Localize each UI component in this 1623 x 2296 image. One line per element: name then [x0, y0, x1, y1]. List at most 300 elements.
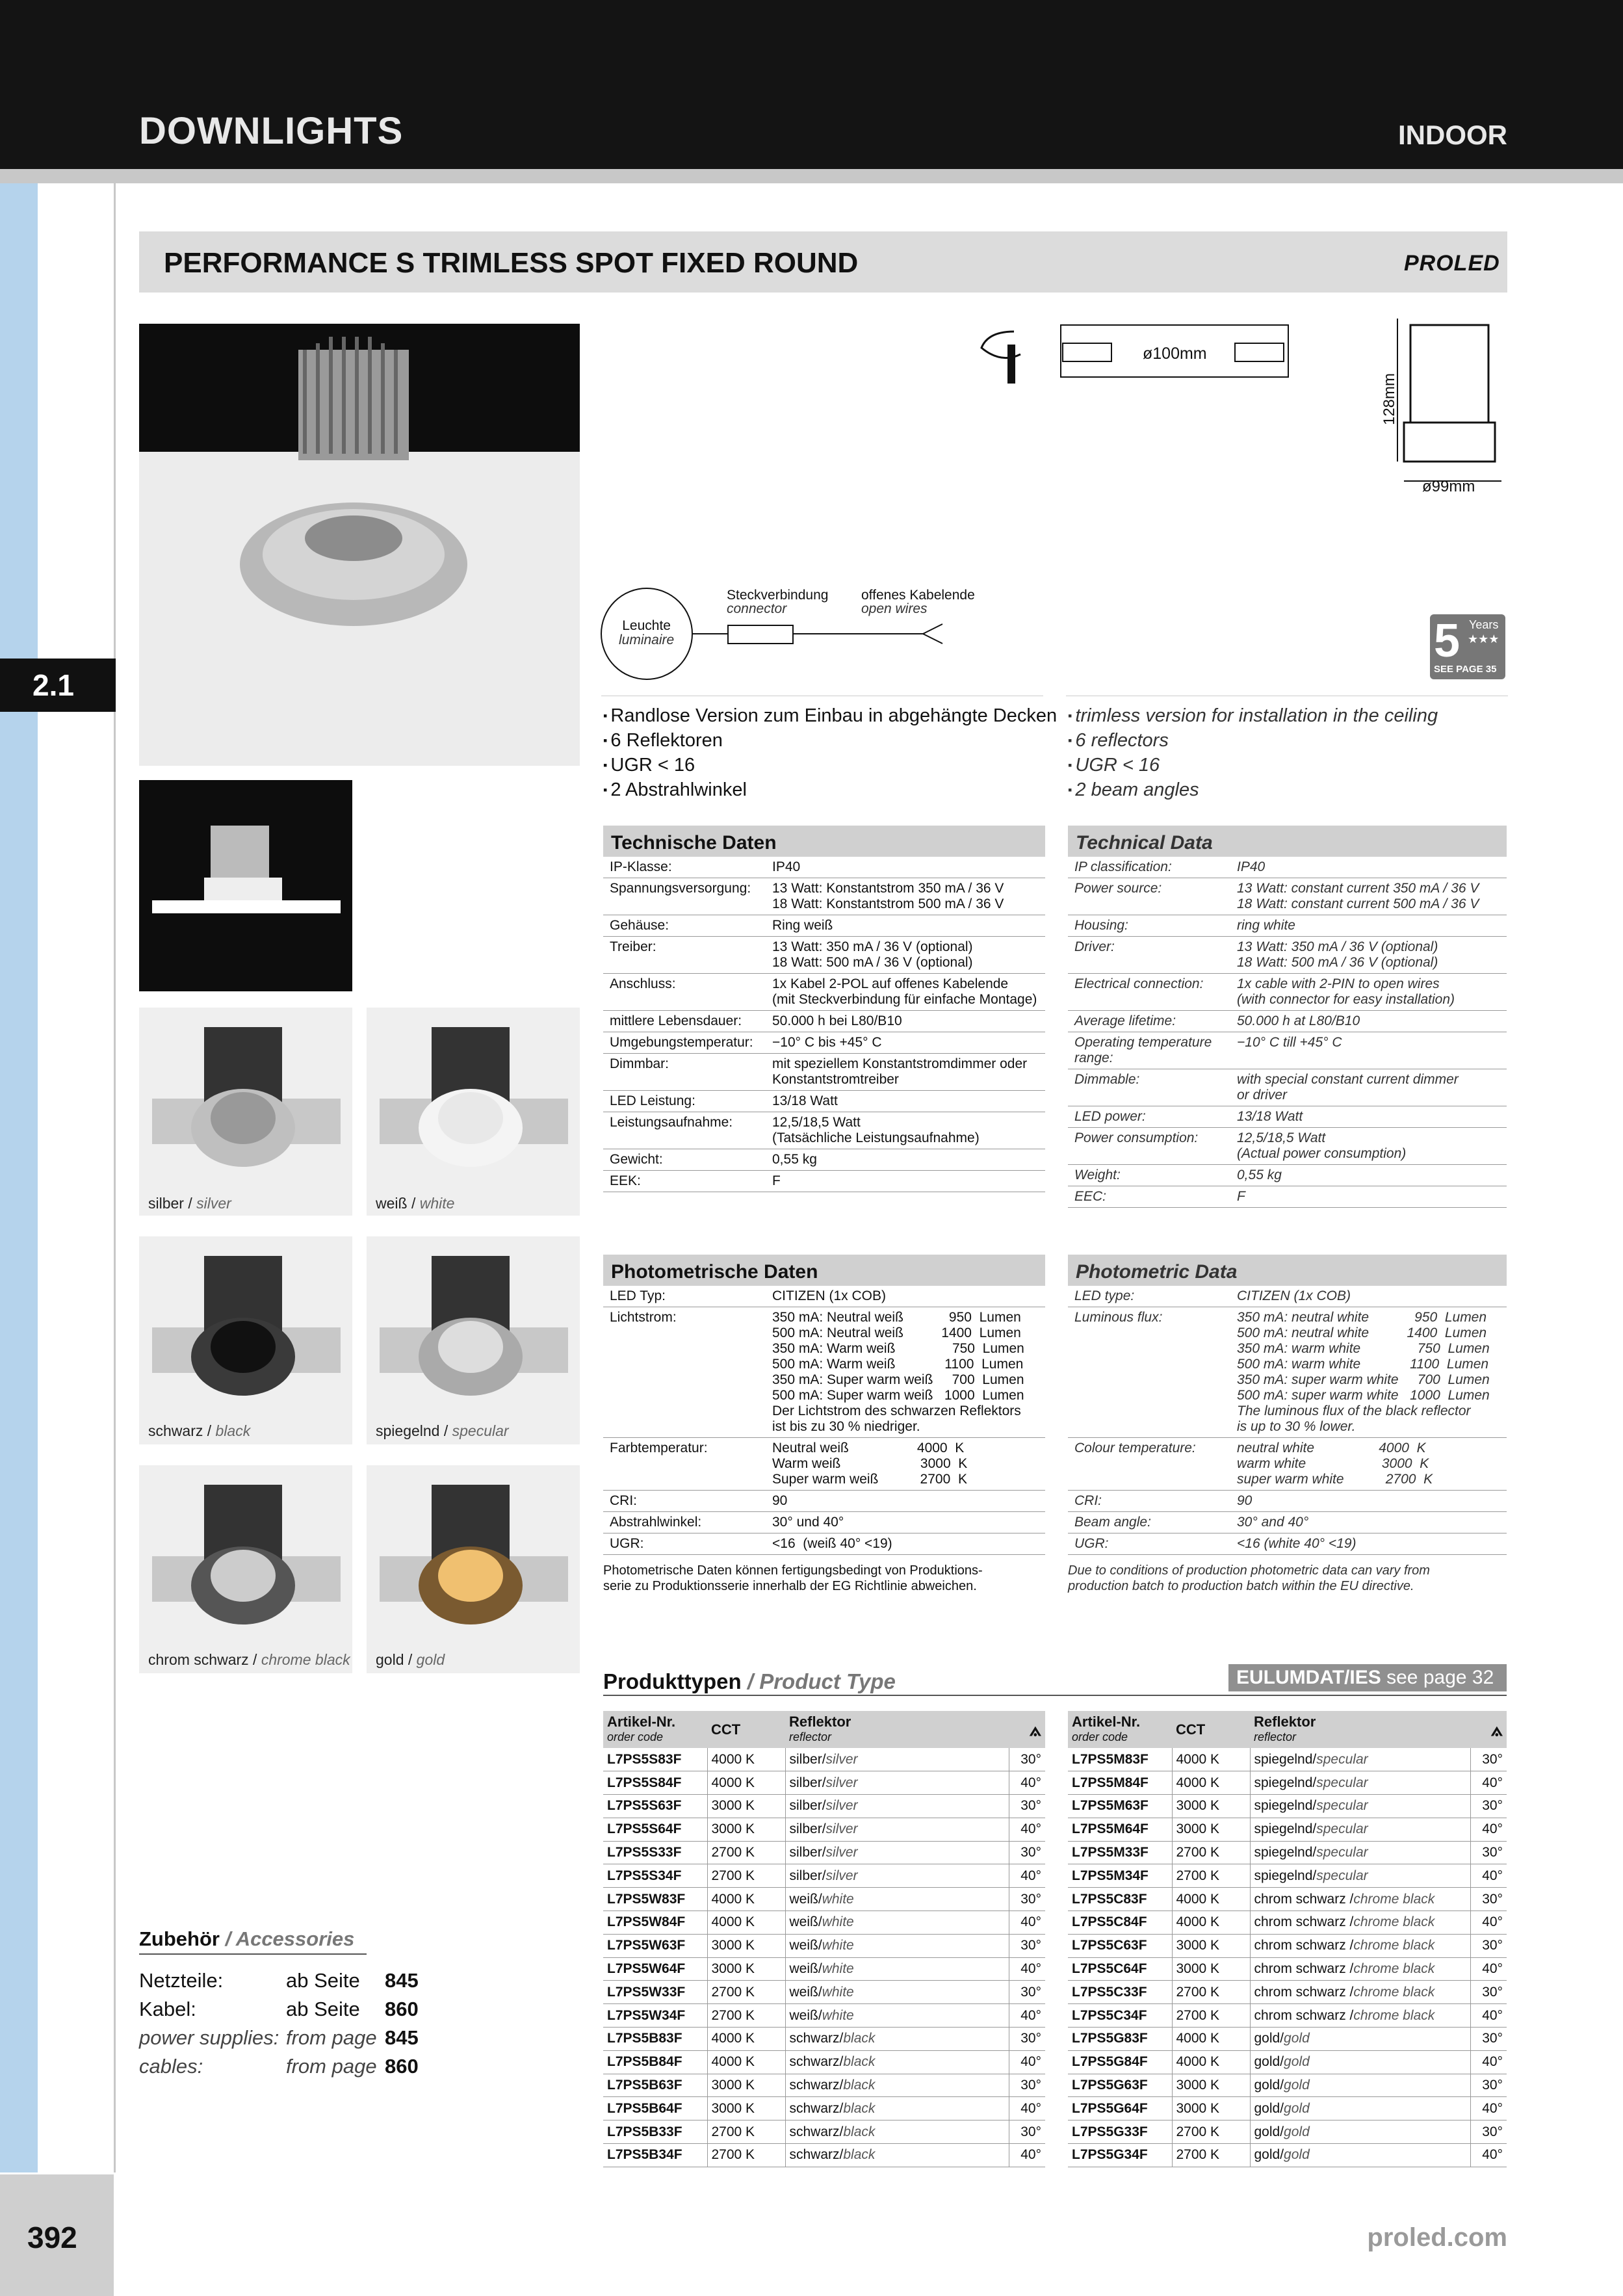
row-value: 90: [772, 1493, 788, 1508]
row-key: Farbtemperatur:: [610, 1441, 708, 1455]
product-row[interactable]: [603, 2144, 1045, 2167]
reflector: silber/silver: [785, 1795, 1009, 1818]
cct: 2700 K: [707, 2144, 785, 2167]
beam-angle: 40°: [1009, 2097, 1045, 2120]
data-row: [603, 1032, 1045, 1054]
cct: 4000 K: [1172, 1888, 1250, 1911]
row-key: Electrical connection:: [1074, 976, 1204, 991]
beam-angle: 40°: [1009, 1911, 1045, 1935]
accessory-page[interactable]: 845: [385, 2026, 419, 2049]
reflector: gold/gold: [1250, 2144, 1470, 2167]
product-row[interactable]: [603, 1818, 1045, 1841]
row-key: CRI:: [1074, 1493, 1102, 1508]
row-value: ring white: [1237, 918, 1295, 933]
row-value: 50.000 h at L80/B10: [1237, 1013, 1360, 1028]
order-code[interactable]: L7PS5W33F: [603, 1981, 707, 2004]
product-row[interactable]: [1068, 2097, 1507, 2120]
reflector: spiegelnd/specular: [1250, 1841, 1470, 1864]
row-value: with special constant current dimmer or driver: [1237, 1072, 1459, 1102]
row-key: Housing:: [1074, 918, 1128, 933]
order-code[interactable]: L7PS5M83F: [1068, 1748, 1172, 1771]
beam-angle: 30°: [1009, 2028, 1045, 2051]
finish-specular-photo[interactable]: [367, 1236, 580, 1444]
data-row: [603, 1491, 1045, 1512]
row-key: Anschluss:: [610, 976, 676, 991]
product-row[interactable]: [603, 2097, 1045, 2120]
product-row[interactable]: [603, 1934, 1045, 1957]
beam-angle: 30°: [1009, 1841, 1045, 1864]
data-row: [1068, 1307, 1507, 1438]
row-key: CRI:: [610, 1493, 637, 1508]
reflector: schwarz/black: [785, 2050, 1009, 2074]
finish-chrome-black-photo[interactable]: [139, 1465, 352, 1673]
order-code[interactable]: L7PS5S63F: [603, 1795, 707, 1818]
data-row: [603, 1512, 1045, 1533]
accessory-page-label: ab Seite: [286, 1998, 360, 2020]
beam-angle: 40°: [1470, 2004, 1507, 2028]
reflector: spiegelnd/specular: [1250, 1748, 1470, 1771]
cutout-drawing: [962, 319, 1300, 390]
row-key: LED Leistung:: [610, 1093, 695, 1108]
beam-angle: 30°: [1470, 1748, 1507, 1771]
product-row[interactable]: [603, 2120, 1045, 2144]
accessory-page[interactable]: 845: [385, 1969, 419, 1992]
cct: 3000 K: [707, 1818, 785, 1841]
reflector: chrom schwarz /chrome black: [1250, 1957, 1470, 1981]
product-row[interactable]: [1068, 1864, 1507, 1888]
row-value: neutral white 4000 K warm white 3000 K super warm white 2700 K: [1237, 1441, 1433, 1487]
order-code[interactable]: L7PS5B63F: [603, 2074, 707, 2097]
data-row: [1068, 915, 1507, 937]
reflector: silber/silver: [785, 1771, 1009, 1795]
beam-angle: 30°: [1470, 1841, 1507, 1864]
product-row[interactable]: [1068, 2050, 1507, 2074]
connector-label: Steckverbindung connector: [727, 588, 829, 616]
warranty-number: 5: [1434, 615, 1461, 667]
cct: 4000 K: [1172, 2028, 1250, 2051]
cct: 4000 K: [707, 1911, 785, 1935]
order-code[interactable]: L7PS5B33F: [603, 2120, 707, 2144]
accessory-page-label: ab Seite: [286, 1969, 360, 1992]
beam-angle: 30°: [1470, 2074, 1507, 2097]
product-row[interactable]: [603, 1957, 1045, 1981]
order-code[interactable]: L7PS5W64F: [603, 1957, 707, 1981]
order-code[interactable]: L7PS5W83F: [603, 1888, 707, 1911]
row-key: LED power:: [1074, 1109, 1146, 1124]
row-value: 13 Watt: Konstantstrom 350 mA / 36 V 18 Watt: Konstantstrom 500 mA / 36 V: [772, 881, 1004, 911]
finish-black-photo[interactable]: [139, 1236, 352, 1444]
order-code[interactable]: L7PS5S83F: [603, 1748, 707, 1771]
reflector: silber/silver: [785, 1818, 1009, 1841]
beam-angle: 30°: [1009, 1795, 1045, 1818]
product-row[interactable]: [1068, 1841, 1507, 1864]
finish-silver-photo[interactable]: [139, 1008, 352, 1216]
order-code[interactable]: L7PS5G83F: [1068, 2028, 1172, 2051]
reflector: spiegelnd/specular: [1250, 1818, 1470, 1841]
finish-gold-photo[interactable]: [367, 1465, 580, 1673]
data-row: [1068, 1491, 1507, 1512]
order-code[interactable]: L7PS5G84F: [1068, 2050, 1172, 2074]
order-code[interactable]: L7PS5M33F: [1068, 1841, 1172, 1864]
product-row[interactable]: [1068, 1981, 1507, 2004]
cct: 2700 K: [707, 2004, 785, 2028]
row-key: Gehäuse:: [610, 918, 669, 933]
order-code[interactable]: L7PS5M64F: [1068, 1818, 1172, 1841]
accessory-name: Kabel:: [139, 1998, 196, 2020]
accessory-row[interactable]: [139, 2024, 464, 2052]
order-code[interactable]: L7PS5G64F: [1068, 2097, 1172, 2120]
row-value: 30° and 40°: [1237, 1515, 1309, 1530]
luminaire-label: Leuchte luminaire: [619, 618, 675, 647]
page-number: 392: [27, 2221, 77, 2254]
product-row[interactable]: [1068, 1795, 1507, 1818]
reflector: gold/gold: [1250, 2028, 1470, 2051]
table-title: Photometric Data: [1068, 1255, 1507, 1286]
row-key: Abstrahlwinkel:: [610, 1515, 702, 1530]
reflector: weiß/white: [785, 1888, 1009, 1911]
finish-white-photo[interactable]: [367, 1008, 580, 1216]
data-row: [1068, 1069, 1507, 1106]
table-title: Technical Data: [1068, 826, 1507, 857]
data-row: [603, 1011, 1045, 1032]
order-code[interactable]: L7PS5C33F: [1068, 1981, 1172, 2004]
beam-angle: 30°: [1470, 2028, 1507, 2051]
product-photo-installed: [139, 780, 352, 991]
product-row[interactable]: [1068, 2028, 1507, 2051]
row-value: 1x cable with 2-PIN to open wires (with connector for easy installation): [1237, 976, 1455, 1007]
cct: 2700 K: [1172, 1864, 1250, 1888]
product-row[interactable]: [603, 2074, 1045, 2097]
cutout-dimension: ø100mm: [1143, 345, 1207, 363]
order-code[interactable]: L7PS5B84F: [603, 2050, 707, 2074]
beam-angle: 40°: [1470, 2050, 1507, 2074]
order-code[interactable]: L7PS5W34F: [603, 2004, 707, 2028]
data-row: [603, 1112, 1045, 1149]
cct: 3000 K: [1172, 1934, 1250, 1957]
table-note: Photometrische Daten können fertigungsbedingt von Produktions- serie zu Produktionsserie innerhalb der EG Richtlinie abweichen.: [603, 1563, 983, 1593]
reflector: weiß/white: [785, 1911, 1009, 1935]
order-code[interactable]: L7PS5C84F: [1068, 1911, 1172, 1935]
cct: 4000 K: [707, 2028, 785, 2051]
reflector: chrom schwarz /chrome black: [1250, 2004, 1470, 2028]
product-row[interactable]: [603, 1771, 1045, 1795]
row-key: UGR:: [1074, 1536, 1109, 1551]
product-row[interactable]: [1068, 1748, 1507, 1771]
row-value: Ring weiß: [772, 918, 833, 933]
row-key: Beam angle:: [1074, 1515, 1151, 1530]
table-title: Photometrische Daten: [603, 1255, 1045, 1286]
col-cct: CCT: [1172, 1711, 1250, 1748]
row-key: Umgebungstemperatur:: [610, 1035, 753, 1050]
product-row[interactable]: [603, 2004, 1045, 2028]
product-row[interactable]: [603, 2050, 1045, 2074]
beam-angle: 30°: [1009, 1981, 1045, 2004]
reflector: spiegelnd/specular: [1250, 1795, 1470, 1818]
reflector: schwarz/black: [785, 2144, 1009, 2167]
beam-angle: 40°: [1009, 2050, 1045, 2074]
product-row[interactable]: [603, 1888, 1045, 1911]
product-row[interactable]: [1068, 1818, 1507, 1841]
beam-angle: 30°: [1470, 1795, 1507, 1818]
row-value: F: [772, 1173, 781, 1188]
data-row: [603, 1307, 1045, 1438]
order-code[interactable]: L7PS5C63F: [1068, 1934, 1172, 1957]
product-row[interactable]: [603, 1841, 1045, 1864]
row-value: 350 mA: neutral white 950 Lumen 500 mA: neutral white 1400 Lumen 350 mA: warm white 750 Lumen 500 mA: warm white 1100 Lumen 350 mA: super warm white 700 Lumen 500 mA: super warm white 1000 Lumen The luminous flux of the black reflector is up to 30 % lower.: [1237, 1310, 1490, 1434]
row-key: Spannungsversorgung:: [610, 881, 751, 896]
reflector: gold/gold: [1250, 2050, 1470, 2074]
reflector: silber/silver: [785, 1748, 1009, 1771]
reflector: weiß/white: [785, 1981, 1009, 2004]
reflector: gold/gold: [1250, 2097, 1470, 2120]
data-row: [1068, 1165, 1507, 1186]
row-value: 0,55 kg: [1237, 1168, 1282, 1182]
cct: 2700 K: [707, 1841, 785, 1864]
row-key: Leistungsaufnahme:: [610, 1115, 733, 1130]
product-row[interactable]: [1068, 1911, 1507, 1935]
section-tab[interactable]: 2.1: [0, 659, 116, 712]
accessory-page[interactable]: 860: [385, 2055, 419, 2078]
website-link[interactable]: proled.com: [1367, 2223, 1507, 2252]
order-code[interactable]: L7PS5G33F: [1068, 2120, 1172, 2144]
row-value: F: [1237, 1189, 1245, 1204]
photometric-data-en: [1068, 1255, 1507, 1594]
order-code[interactable]: L7PS5S34F: [603, 1864, 707, 1888]
product-row[interactable]: [603, 1864, 1045, 1888]
row-value: 13/18 Watt: [1237, 1109, 1303, 1124]
reflector: chrom schwarz /chrome black: [1250, 1934, 1470, 1957]
row-value: CITIZEN (1x COB): [1237, 1288, 1351, 1303]
beam-angle: 40°: [1009, 1864, 1045, 1888]
data-row: [603, 1091, 1045, 1112]
order-code[interactable]: L7PS5S33F: [603, 1841, 707, 1864]
product-row[interactable]: [1068, 1934, 1507, 1957]
cct: 4000 K: [707, 2050, 785, 2074]
data-row: [1068, 1106, 1507, 1128]
beam-angle: 40°: [1009, 1818, 1045, 1841]
beam-angle: 30°: [1470, 1981, 1507, 2004]
data-row: [1068, 878, 1507, 915]
row-key: Dimmbar:: [610, 1056, 669, 1071]
row-key: EEK:: [610, 1173, 641, 1188]
beam-angle: 40°: [1009, 1771, 1045, 1795]
product-row[interactable]: [603, 1981, 1045, 2004]
order-code[interactable]: L7PS5G63F: [1068, 2074, 1172, 2097]
row-value: 1x Kabel 2-POL auf offenes Kabelende (mit Steckverbindung für einfache Montage): [772, 976, 1037, 1007]
diameter-dimension: ø99mm: [1422, 478, 1475, 495]
cct: 4000 K: [707, 1748, 785, 1771]
cct: 3000 K: [1172, 1818, 1250, 1841]
row-value: 13 Watt: constant current 350 mA / 36 V 18 Watt: constant current 500 mA / 36 V: [1237, 881, 1479, 911]
row-value: IP40: [772, 859, 801, 874]
beam-angle: 40°: [1009, 2004, 1045, 2028]
accessory-page[interactable]: 860: [385, 1998, 419, 2020]
order-code[interactable]: L7PS5C64F: [1068, 1957, 1172, 1981]
cct: 3000 K: [1172, 1957, 1250, 1981]
finish-silver-caption: silber / silver: [148, 1195, 231, 1212]
cct: 4000 K: [1172, 1748, 1250, 1771]
reflector: silber/silver: [785, 1841, 1009, 1864]
data-row: [603, 1149, 1045, 1171]
reflector: silber/silver: [785, 1864, 1009, 1888]
cct: 3000 K: [707, 1934, 785, 1957]
accessory-row[interactable]: [139, 1995, 464, 2024]
accessory-row[interactable]: [139, 1966, 464, 1995]
order-code[interactable]: L7PS5G34F: [1068, 2144, 1172, 2167]
cct: 4000 K: [707, 1771, 785, 1795]
cct: 3000 K: [707, 1795, 785, 1818]
order-code[interactable]: L7PS5W84F: [603, 1911, 707, 1935]
cct: 4000 K: [1172, 2050, 1250, 2074]
beam-angle: 40°: [1009, 1957, 1045, 1981]
product-row[interactable]: [603, 1748, 1045, 1771]
product-row[interactable]: [603, 2028, 1045, 2051]
cct: 3000 K: [707, 2074, 785, 2097]
order-code[interactable]: L7PS5C34F: [1068, 2004, 1172, 2028]
product-row[interactable]: [1068, 1957, 1507, 1981]
col-order-code: Artikel-Nr. order code: [603, 1711, 707, 1748]
technical-data-en: [1068, 826, 1507, 1208]
beam-angle: 40°: [1009, 2144, 1045, 2167]
reflector: schwarz/black: [785, 2028, 1009, 2051]
row-key: Colour temperature:: [1074, 1441, 1196, 1455]
data-row: [1068, 1011, 1507, 1032]
row-value: Neutral weiß 4000 K Warm weiß 3000 K Super warm weiß 2700 K: [772, 1441, 968, 1487]
beam-angle: 30°: [1470, 2120, 1507, 2144]
product-row[interactable]: [1068, 2144, 1507, 2167]
cct: 4000 K: [707, 1888, 785, 1911]
beam-angle: 40°: [1470, 1957, 1507, 1981]
row-key: Dimmable:: [1074, 1072, 1140, 1087]
accessory-row[interactable]: [139, 2052, 464, 2081]
cct: 3000 K: [707, 1957, 785, 1981]
row-value: CITIZEN (1x COB): [772, 1288, 887, 1303]
eulumdat-link[interactable]: EULUMDAT/IES see page 32: [1228, 1664, 1507, 1691]
data-row: [603, 1438, 1045, 1491]
order-code[interactable]: L7PS5B34F: [603, 2144, 707, 2167]
category-type: INDOOR: [1398, 120, 1507, 150]
order-code[interactable]: L7PS5S64F: [603, 1818, 707, 1841]
open-wires-label: offenes Kabelende open wires: [861, 588, 975, 616]
cct: 3000 K: [1172, 1795, 1250, 1818]
cct: 2700 K: [1172, 2144, 1250, 2167]
order-code[interactable]: L7PS5M34F: [1068, 1864, 1172, 1888]
beam-angle-icon: ⟑: [1009, 1711, 1045, 1748]
accessories-heading: Zubehör / Accessories: [139, 1927, 355, 1950]
order-code[interactable]: L7PS5M63F: [1068, 1795, 1172, 1818]
row-value: 13/18 Watt: [772, 1093, 838, 1108]
data-row: [603, 937, 1045, 974]
beam-angle: 30°: [1009, 1748, 1045, 1771]
data-row: [1068, 1186, 1507, 1208]
row-value: −10° C till +45° C: [1237, 1035, 1342, 1050]
data-row: [1068, 857, 1507, 878]
cct: 3000 K: [1172, 2097, 1250, 2120]
reflector: schwarz/black: [785, 2097, 1009, 2120]
cct: 2700 K: [707, 1864, 785, 1888]
cct: 3000 K: [1172, 2074, 1250, 2097]
data-row: [1068, 937, 1507, 974]
beam-angle: 40°: [1470, 1911, 1507, 1935]
data-row: [603, 1171, 1045, 1192]
data-row: [1068, 1128, 1507, 1165]
product-row[interactable]: [603, 1795, 1045, 1818]
finish-white-caption: weiß / white: [376, 1195, 455, 1212]
cct: 4000 K: [1172, 1771, 1250, 1795]
order-code[interactable]: L7PS5C83F: [1068, 1888, 1172, 1911]
row-key: Lichtstrom:: [610, 1310, 677, 1325]
product-table: [1068, 1711, 1507, 2167]
beam-angle: 40°: [1470, 1864, 1507, 1888]
data-row: [1068, 1533, 1507, 1555]
beam-angle: 30°: [1009, 2120, 1045, 2144]
side-stripe: [0, 183, 38, 2172]
data-row: [1068, 1512, 1507, 1533]
col-order-code: Artikel-Nr. order code: [1068, 1711, 1172, 1748]
row-key: Operating temperature range:: [1074, 1035, 1212, 1065]
table-title: Technische Daten: [603, 826, 1045, 857]
star-icon: ★★★: [1468, 633, 1500, 646]
reflector: chrom schwarz /chrome black: [1250, 1888, 1470, 1911]
product-table: [603, 1711, 1045, 2167]
col-reflector: Reflektor reflector: [1250, 1711, 1470, 1748]
table-note: Due to conditions of production photometric data can vary from production batch to production batch within the EU directive.: [1068, 1563, 1430, 1593]
row-value: 90: [1237, 1493, 1253, 1508]
product-photo-main: [139, 324, 580, 766]
data-row: [1068, 974, 1507, 1011]
row-value: 12,5/18,5 Watt (Tatsächliche Leistungsaufnahme): [772, 1115, 980, 1145]
order-code[interactable]: L7PS5S84F: [603, 1771, 707, 1795]
row-key: Weight:: [1074, 1168, 1121, 1182]
product-row[interactable]: [1068, 1771, 1507, 1795]
reflector: spiegelnd/specular: [1250, 1864, 1470, 1888]
warranty-badge[interactable]: [1430, 614, 1505, 679]
product-row[interactable]: [603, 1911, 1045, 1935]
row-key: LED type:: [1074, 1288, 1135, 1303]
data-row: [603, 878, 1045, 915]
order-code[interactable]: L7PS5W63F: [603, 1934, 707, 1957]
beam-angle: 30°: [1009, 1888, 1045, 1911]
category-title: DOWNLIGHTS: [139, 110, 404, 152]
data-row: [603, 1054, 1045, 1091]
accessory-name: cables:: [139, 2055, 203, 2078]
product-row[interactable]: [1068, 1888, 1507, 1911]
row-key: EEC:: [1074, 1189, 1107, 1204]
product-row[interactable]: [1068, 2004, 1507, 2028]
product-row[interactable]: [1068, 2120, 1507, 2144]
beam-angle: 40°: [1470, 1771, 1507, 1795]
data-row: [603, 1286, 1045, 1307]
row-key: IP-Klasse:: [610, 859, 672, 874]
order-code[interactable]: L7PS5B64F: [603, 2097, 707, 2120]
order-code[interactable]: L7PS5M84F: [1068, 1771, 1172, 1795]
row-key: Treiber:: [610, 939, 656, 954]
warranty-see-page[interactable]: SEE PAGE 35: [1434, 664, 1497, 675]
reflector: gold/gold: [1250, 2074, 1470, 2097]
beam-angle: 40°: [1470, 2144, 1507, 2167]
product-row[interactable]: [1068, 2074, 1507, 2097]
data-row: [603, 1533, 1045, 1555]
product-type-heading: Produkttypen / Product Type: [603, 1669, 896, 1693]
data-row: [603, 857, 1045, 878]
accessories-list: [139, 1966, 464, 2081]
finish-black-caption: schwarz / black: [148, 1422, 251, 1439]
beam-angle: 30°: [1470, 1934, 1507, 1957]
reflector: weiß/white: [785, 1957, 1009, 1981]
order-code[interactable]: L7PS5B83F: [603, 2028, 707, 2051]
header-underline: [0, 169, 1623, 183]
finish-chrome-black-caption: chrom schwarz / chrome black: [148, 1651, 350, 1668]
